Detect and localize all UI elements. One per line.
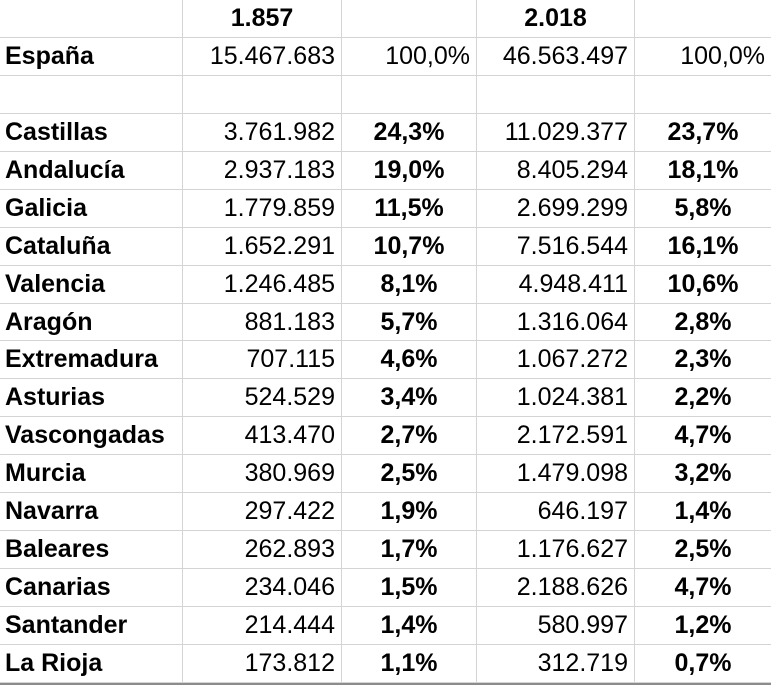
cell-value-2018[interactable]: 2.172.591 — [477, 417, 635, 455]
cell-value-2018[interactable]: 11.029.377 — [477, 114, 635, 152]
cell-pct-2018[interactable]: 16,1% — [635, 228, 771, 266]
cell-pct-2018[interactable]: 2,3% — [635, 341, 771, 379]
header-year-2018[interactable]: 2.018 — [477, 0, 635, 38]
cell-pct-1857[interactable]: 3,4% — [342, 379, 477, 417]
cell-value-1857[interactable]: 234.046 — [183, 569, 342, 607]
cell-pct-2018[interactable]: 2,2% — [635, 379, 771, 417]
blank-cell-d[interactable] — [477, 76, 635, 114]
cell-region-label[interactable]: Galicia — [0, 190, 183, 228]
cell-value-1857[interactable]: 707.115 — [183, 341, 342, 379]
cell-pct-1857[interactable]: 5,7% — [342, 304, 477, 342]
cell-pct-2018[interactable]: 23,7% — [635, 114, 771, 152]
cell-pct-2018[interactable]: 1,4% — [635, 493, 771, 531]
blank-cell-b[interactable] — [183, 76, 342, 114]
cell-region-label[interactable]: La Rioja — [0, 645, 183, 683]
cell-pct-1857[interactable]: 1,9% — [342, 493, 477, 531]
cell-value-1857[interactable]: 380.969 — [183, 455, 342, 493]
cell-pct-2018[interactable]: 3,2% — [635, 455, 771, 493]
cell-total-pct-2018[interactable]: 100,0% — [635, 38, 771, 76]
cell-value-1857[interactable]: 881.183 — [183, 304, 342, 342]
cell-region-label[interactable]: Santander — [0, 607, 183, 645]
cell-pct-1857[interactable]: 1,4% — [342, 607, 477, 645]
cell-value-2018[interactable]: 646.197 — [477, 493, 635, 531]
cell-value-2018[interactable]: 580.997 — [477, 607, 635, 645]
cell-pct-1857[interactable]: 8,1% — [342, 266, 477, 304]
cell-pct-2018[interactable]: 2,8% — [635, 304, 771, 342]
blank-cell-e[interactable] — [635, 76, 771, 114]
cell-value-2018[interactable]: 312.719 — [477, 645, 635, 683]
cell-region-label[interactable]: Baleares — [0, 531, 183, 569]
cell-pct-2018[interactable]: 4,7% — [635, 417, 771, 455]
cell-value-1857[interactable]: 2.937.183 — [183, 152, 342, 190]
cell-total-pct-1857[interactable]: 100,0% — [342, 38, 477, 76]
cell-value-1857[interactable]: 1.652.291 — [183, 228, 342, 266]
cell-region-label[interactable]: Asturias — [0, 379, 183, 417]
cell-region-label[interactable]: Aragón — [0, 304, 183, 342]
cell-pct-1857[interactable]: 1,7% — [342, 531, 477, 569]
cell-pct-1857[interactable]: 1,5% — [342, 569, 477, 607]
cell-pct-1857[interactable]: 19,0% — [342, 152, 477, 190]
cell-value-1857[interactable]: 262.893 — [183, 531, 342, 569]
blank-cell-c[interactable] — [342, 76, 477, 114]
cell-value-1857[interactable]: 297.422 — [183, 493, 342, 531]
cell-value-2018[interactable]: 8.405.294 — [477, 152, 635, 190]
cell-value-2018[interactable]: 1.176.627 — [477, 531, 635, 569]
cell-region-label[interactable]: Extremadura — [0, 341, 183, 379]
cell-value-2018[interactable]: 1.024.381 — [477, 379, 635, 417]
cell-pct-2018[interactable]: 0,7% — [635, 645, 771, 683]
cell-pct-1857[interactable]: 2,5% — [342, 455, 477, 493]
cell-value-2018[interactable]: 7.516.544 — [477, 228, 635, 266]
cell-region-label[interactable]: Navarra — [0, 493, 183, 531]
header-empty-cell-a[interactable] — [0, 0, 183, 38]
cell-total-label[interactable]: España — [0, 38, 183, 76]
cell-region-label[interactable]: Vascongadas — [0, 417, 183, 455]
cell-value-2018[interactable]: 2.699.299 — [477, 190, 635, 228]
cell-value-2018[interactable]: 2.188.626 — [477, 569, 635, 607]
cell-pct-1857[interactable]: 4,6% — [342, 341, 477, 379]
cell-pct-2018[interactable]: 10,6% — [635, 266, 771, 304]
cell-value-2018[interactable]: 1.067.272 — [477, 341, 635, 379]
cell-value-1857[interactable]: 3.761.982 — [183, 114, 342, 152]
header-empty-cell-e[interactable] — [635, 0, 771, 38]
cell-region-label[interactable]: Cataluña — [0, 228, 183, 266]
cell-pct-1857[interactable]: 11,5% — [342, 190, 477, 228]
cell-region-label[interactable]: Valencia — [0, 266, 183, 304]
cell-value-1857[interactable]: 214.444 — [183, 607, 342, 645]
cell-pct-2018[interactable]: 1,2% — [635, 607, 771, 645]
cell-pct-2018[interactable]: 2,5% — [635, 531, 771, 569]
cell-region-label[interactable]: Canarias — [0, 569, 183, 607]
cell-pct-2018[interactable]: 4,7% — [635, 569, 771, 607]
header-empty-cell-c[interactable] — [342, 0, 477, 38]
cell-total-value-1857[interactable]: 15.467.683 — [183, 38, 342, 76]
cell-pct-1857[interactable]: 2,7% — [342, 417, 477, 455]
cell-value-2018[interactable]: 4.948.411 — [477, 266, 635, 304]
cell-total-value-2018[interactable]: 46.563.497 — [477, 38, 635, 76]
cell-value-1857[interactable]: 413.470 — [183, 417, 342, 455]
cell-pct-1857[interactable]: 24,3% — [342, 114, 477, 152]
cell-pct-1857[interactable]: 10,7% — [342, 228, 477, 266]
cell-pct-2018[interactable]: 5,8% — [635, 190, 771, 228]
cell-value-1857[interactable]: 1.779.859 — [183, 190, 342, 228]
cell-pct-2018[interactable]: 18,1% — [635, 152, 771, 190]
header-year-1857[interactable]: 1.857 — [183, 0, 342, 38]
cell-value-1857[interactable]: 173.812 — [183, 645, 342, 683]
cell-value-2018[interactable]: 1.316.064 — [477, 304, 635, 342]
blank-cell-a[interactable] — [0, 76, 183, 114]
cell-region-label[interactable]: Castillas — [0, 114, 183, 152]
cell-value-1857[interactable]: 524.529 — [183, 379, 342, 417]
cell-pct-1857[interactable]: 1,1% — [342, 645, 477, 683]
cell-value-2018[interactable]: 1.479.098 — [477, 455, 635, 493]
cell-value-1857[interactable]: 1.246.485 — [183, 266, 342, 304]
cell-region-label[interactable]: Andalucía — [0, 152, 183, 190]
cell-region-label[interactable]: Murcia — [0, 455, 183, 493]
